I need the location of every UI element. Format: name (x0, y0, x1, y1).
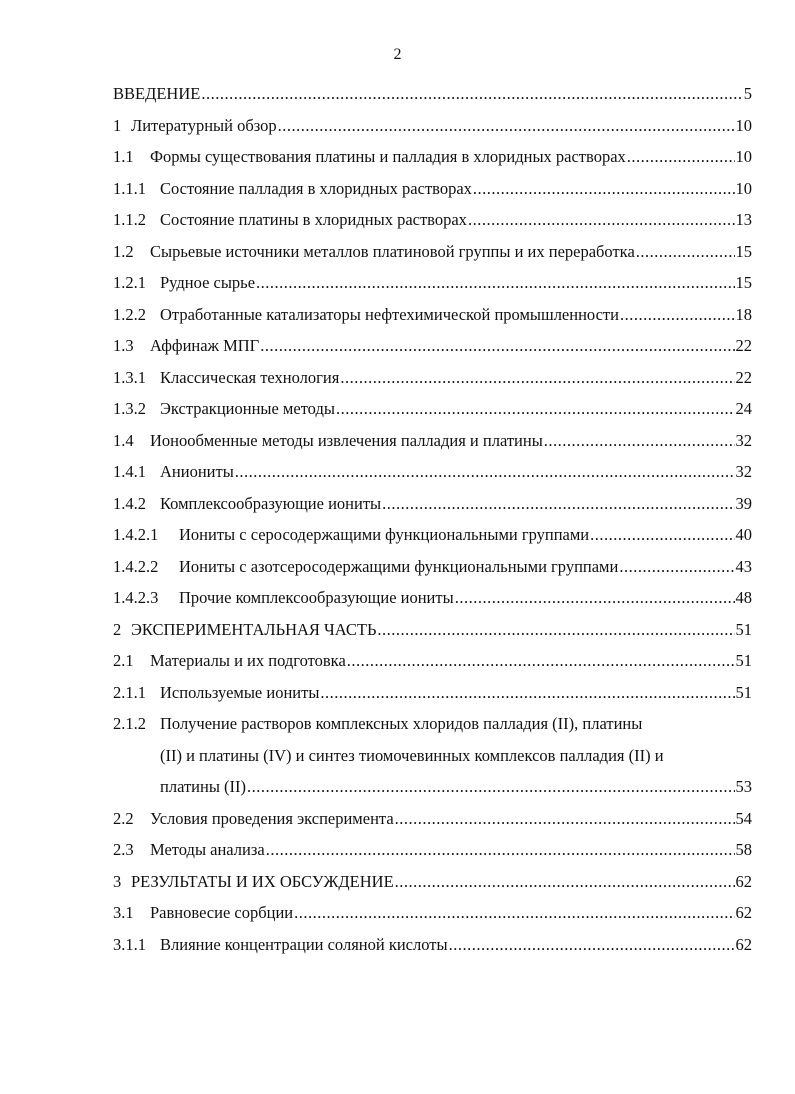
toc-entry[interactable] (0, 838, 795, 862)
toc-entry-page: 5 (743, 84, 752, 103)
toc-entry-title: Литературный обзор (131, 115, 277, 135)
toc-entry-number: 1.2.2 (113, 304, 146, 324)
toc-entry-title: Сырьевые источники металлов платиновой группы и их переработка (150, 241, 635, 261)
toc-entry-number: 2 (113, 619, 122, 639)
toc-entry-page: 62 (735, 903, 752, 922)
toc-entry-title: Отработанные катализаторы нефтехимической промышленности (160, 304, 619, 324)
toc-entry-page: 10 (735, 147, 752, 166)
toc-entry[interactable] (0, 523, 795, 547)
dot-leader (340, 366, 734, 390)
toc-entry-page: 54 (735, 808, 752, 828)
toc-entry-title: Иониты с серосодержащими функциональными группами (179, 525, 590, 544)
dot-leader (260, 334, 734, 358)
toc-entry-title: Получение растворов комплексных хлоридов палладия (II), платины (160, 714, 643, 733)
toc-entry-number: 1.4.2 (113, 493, 146, 513)
toc-entry-page: 39 (735, 493, 752, 513)
toc-entry-page: 18 (735, 304, 752, 324)
toc-entry-title: РЕЗУЛЬТАТЫ И ИХ ОБСУЖДЕНИЕ (131, 871, 394, 891)
toc-entry-page: 22 (735, 367, 752, 387)
dot-leader (590, 523, 734, 547)
toc-entry-page: 53 (735, 777, 752, 796)
toc-entry[interactable] (0, 429, 795, 453)
toc-entry-title: Условия проведения эксперимента (150, 808, 394, 828)
toc-entry[interactable] (0, 145, 795, 169)
toc-entry-title: Состояние палладия в хлоридных растворах (160, 178, 472, 198)
toc-entry-number: 2.1.2 (113, 714, 146, 733)
toc-entry-number: 1.3.2 (113, 399, 146, 418)
dot-leader (636, 240, 735, 264)
toc-entry-number: 1.4 (113, 430, 134, 450)
toc-entry-number: 1.2.1 (113, 273, 146, 292)
toc-entry-page: 10 (735, 178, 752, 198)
toc-entry-page: 62 (735, 934, 752, 954)
toc-entry-page: 48 (735, 588, 752, 607)
toc-entry-page: 15 (735, 273, 752, 292)
dot-leader (201, 82, 742, 106)
dot-leader (377, 618, 734, 642)
dot-leader (278, 114, 735, 138)
toc-entry-title: Классическая технология (160, 367, 340, 387)
dot-leader (382, 492, 734, 516)
toc-entry-page: 22 (735, 336, 752, 355)
toc-entry[interactable] (0, 82, 795, 106)
toc-entry[interactable] (0, 397, 795, 421)
toc-entry-number: 2.3 (113, 840, 134, 859)
toc-entry-page: 51 (735, 682, 752, 702)
toc-entry-number: 3.1.1 (113, 934, 146, 954)
toc-entry-title: Иониты с азотсеросодержащими функциональными группами (179, 556, 619, 576)
toc-entry[interactable] (0, 177, 795, 201)
toc-entry-page: 51 (735, 651, 752, 670)
toc-entry[interactable] (0, 933, 795, 957)
toc-entry-number: 1.4.1 (113, 462, 146, 481)
toc-entry-page: 32 (735, 462, 752, 481)
dot-leader (449, 933, 735, 957)
toc-entry-number: 3 (113, 871, 122, 891)
toc-entry-title: ВВЕДЕНИЕ (113, 84, 201, 103)
toc-entry-number: 2.2 (113, 808, 134, 828)
toc-entry[interactable] (0, 649, 795, 673)
toc-entry-number: 1.1 (113, 147, 134, 166)
toc-entry[interactable] (0, 271, 795, 295)
toc-entry-title: ЭКСПЕРИМЕНТАЛЬНАЯ ЧАСТЬ (131, 619, 377, 639)
toc-entry-title: Формы существования платины и палладия в хлоридных растворах (150, 147, 626, 166)
toc-entry-title: Состояние платины в хлоридных растворах (160, 210, 467, 229)
toc-entry-number: 1.4.2.3 (113, 588, 159, 607)
toc-entry-number: 1.2 (113, 241, 134, 261)
dot-leader (266, 838, 735, 862)
dot-leader (473, 177, 735, 201)
toc-entry-number: 1 (113, 115, 122, 135)
toc-entry-number: 3.1 (113, 903, 134, 922)
toc-entry-page: 15 (735, 241, 752, 261)
dot-leader (395, 807, 735, 831)
toc-entry[interactable] (0, 240, 795, 264)
dot-leader (320, 681, 734, 705)
toc-entry-number: 1.3 (113, 336, 134, 355)
toc-entry-page: 24 (735, 399, 752, 418)
dot-leader (256, 271, 734, 295)
toc-entry-number: 1.4.2.2 (113, 556, 159, 576)
dot-leader (544, 429, 735, 453)
toc-entry-number: 2.1 (113, 651, 134, 670)
toc-entry[interactable] (0, 870, 795, 894)
toc-entry-number: 1.4.2.1 (113, 525, 159, 544)
toc-entry-page: 10 (735, 115, 752, 135)
toc-entry-title: Рудное сырье (160, 273, 256, 292)
toc-entry[interactable] (0, 334, 795, 358)
toc-entry-page: 58 (735, 840, 752, 859)
dot-leader (395, 870, 735, 894)
toc-entry-page: 62 (735, 871, 752, 891)
toc-entry[interactable] (0, 366, 795, 390)
toc-entry-page: 43 (735, 556, 752, 576)
toc-entry-page: 40 (735, 525, 752, 544)
toc-entry-title: Аниониты (160, 462, 234, 481)
toc-entry-title: Методы анализа (150, 840, 265, 859)
dot-leader (468, 208, 735, 232)
toc-entry-title: Комплексообразующие иониты (160, 493, 382, 513)
toc-entry-number: 1.1.1 (113, 178, 146, 198)
toc-entry-title: Экстракционные методы (160, 399, 335, 418)
toc-entry[interactable] (0, 303, 795, 327)
toc-entry-title: Материалы и их подготовка (150, 651, 346, 670)
toc-entry-title: Равновесие сорбции (150, 903, 294, 922)
dot-leader (627, 145, 735, 169)
toc-entry[interactable] (0, 712, 795, 796)
toc-entry[interactable] (0, 208, 795, 232)
toc-entry[interactable] (0, 586, 795, 610)
toc-entry[interactable] (0, 460, 795, 484)
dot-leader (347, 649, 735, 673)
toc-entry[interactable] (0, 492, 795, 516)
dot-leader (619, 555, 734, 579)
toc-entry-title-continuation: (II) и платины (IV) и синтез тиомочевинных комплексов палладия (II) и (160, 745, 664, 765)
dot-leader (294, 901, 734, 925)
toc-entry[interactable] (0, 681, 795, 705)
page-number: 2 (393, 46, 402, 63)
dot-leader (336, 397, 735, 421)
toc-entry-title: Прочие комплексообразующие иониты (179, 588, 454, 607)
toc-entry-page: 51 (735, 619, 752, 639)
toc-entry-page: 13 (735, 210, 752, 229)
toc-entry[interactable] (0, 555, 795, 579)
toc-entry-title: платины (II) (160, 777, 247, 796)
toc-entry-number: 1.1.2 (113, 210, 146, 229)
toc-entry[interactable] (0, 114, 795, 138)
toc-entry-title: Используемые иониты (160, 682, 320, 702)
toc-entry-title: Аффинаж МПГ (150, 336, 260, 355)
dot-leader (247, 775, 734, 799)
toc-entry-number: 2.1.1 (113, 682, 146, 702)
toc-entry[interactable] (0, 618, 795, 642)
dot-leader (235, 460, 735, 484)
dot-leader (455, 586, 735, 610)
toc-entry[interactable] (0, 807, 795, 831)
toc-entry-title: Влияние концентрации соляной кислоты (160, 934, 448, 954)
toc-entry-number: 1.3.1 (113, 367, 146, 387)
dot-leader (620, 303, 735, 327)
toc-entry-page: 32 (735, 430, 752, 450)
toc-entry[interactable] (0, 901, 795, 925)
toc-entry-title: Ионообменные методы извлечения палладия и платины (150, 430, 543, 450)
